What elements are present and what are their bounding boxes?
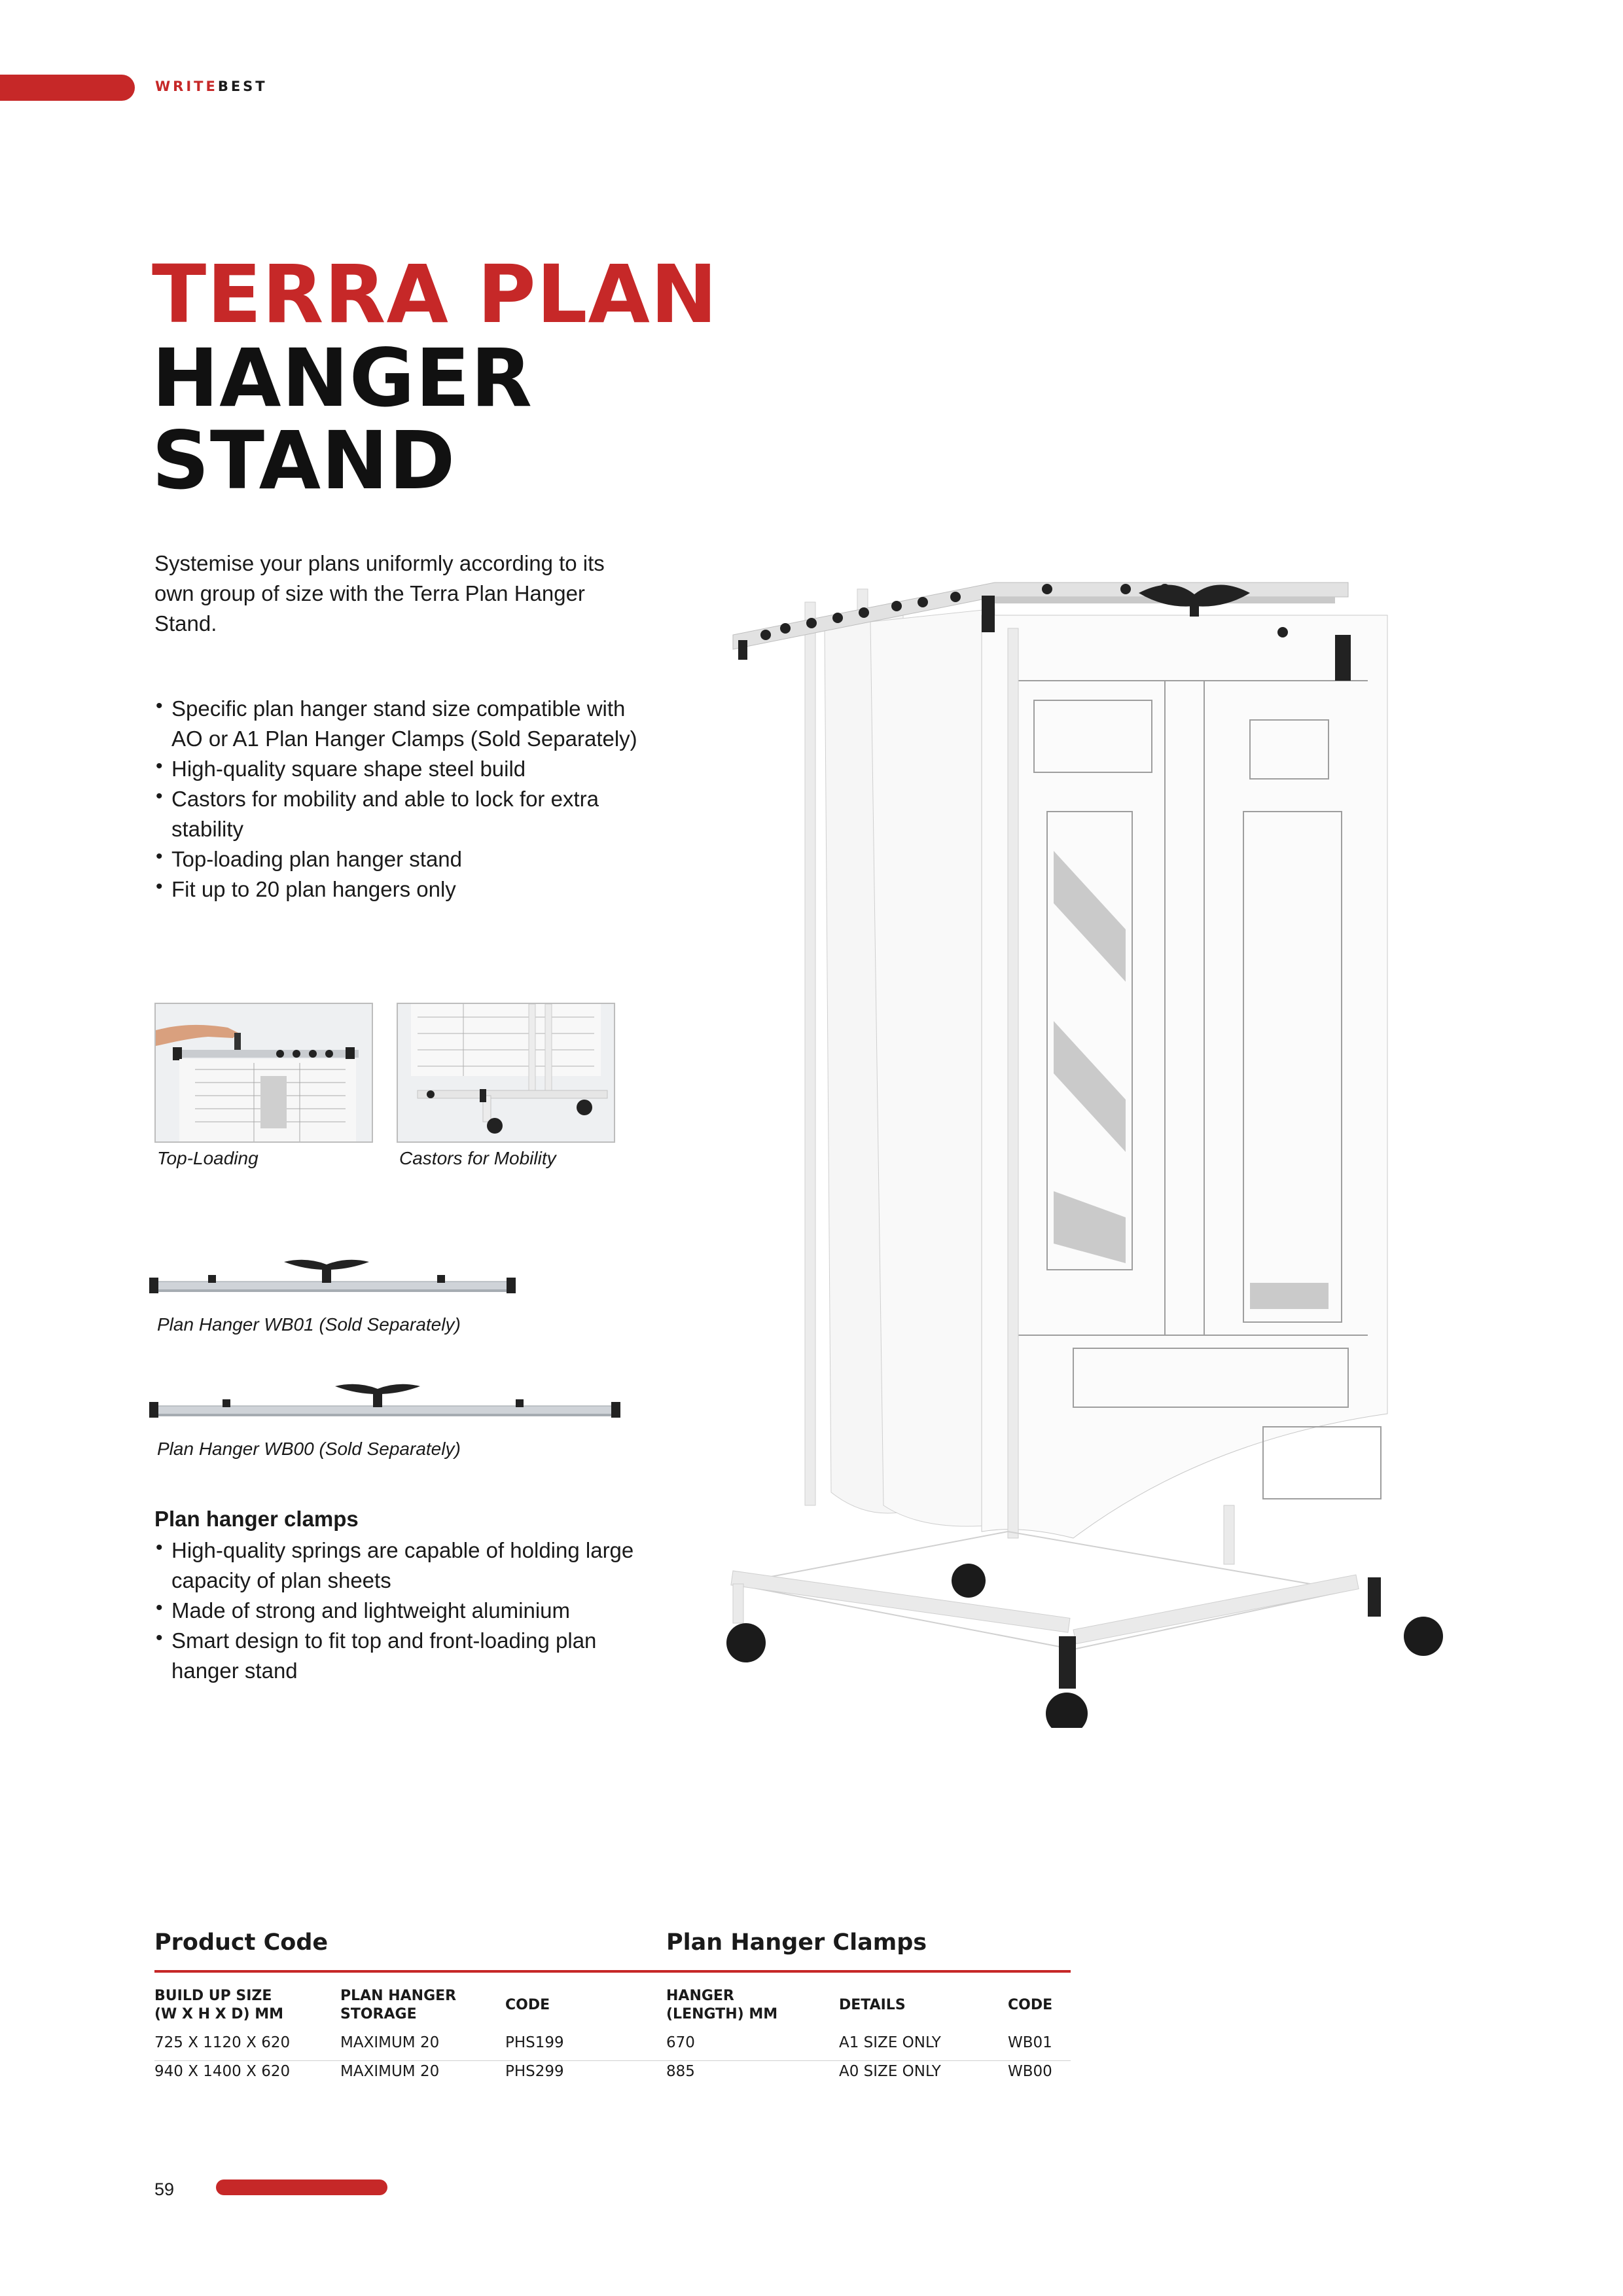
feature-item: • High-quality square shape steel build [154, 754, 652, 784]
header-details: DETAILS [839, 1997, 906, 2013]
caption-hanger-wb00: Plan Hanger WB00 (Sold Separately) [157, 1439, 461, 1459]
plan-hanger-wb01-image [149, 1251, 516, 1304]
feature-item: • Top-loading plan hanger stand [154, 844, 652, 874]
table-cell: WB00 [1008, 2063, 1052, 2080]
caption-top-loading: Top-Loading [157, 1148, 259, 1168]
caption-hanger-wb01: Plan Hanger WB01 (Sold Separately) [157, 1314, 461, 1335]
table-cell: WB01 [1008, 2034, 1052, 2051]
header-build-up-size: BUILD UP SIZE (W X H X D) MM [154, 1988, 284, 2022]
plan-hanger-clamps-heading: Plan Hanger Clamps [666, 1929, 927, 1956]
page-title-line-3: STAND [152, 414, 456, 507]
feature-item: • Specific plan hanger stand size compatible with AO or A1 Plan Hanger Clamps (Sold Separately) [154, 694, 652, 754]
table-cell: A0 SIZE ONLY [839, 2063, 941, 2080]
table-cell: 885 [666, 2063, 695, 2080]
plan-hanger-wb00-image [149, 1376, 620, 1428]
brand-logo: WRITEBEST [155, 79, 268, 94]
table-cell: MAXIMUM 20 [340, 2034, 440, 2051]
table-row-divider [154, 2060, 1071, 2061]
castors-photo [397, 1003, 615, 1143]
page-title-line-1: TERRA PLAN [152, 248, 719, 341]
table-cell: 940 X 1400 X 620 [154, 2063, 291, 2080]
footer-accent-bar [216, 2179, 387, 2195]
page-title-line-2: HANGER [152, 332, 533, 425]
product-code-heading: Product Code [154, 1929, 329, 1956]
feature-item: • Castors for mobility and able to lock for extra stability [154, 784, 652, 844]
caption-castors: Castors for Mobility [399, 1148, 556, 1168]
clamps-feature-item: • Made of strong and lightweight aluminium [154, 1596, 652, 1626]
table-top-rule [154, 1970, 1071, 1973]
plan-hanger-stand-photo [707, 563, 1479, 1728]
intro-paragraph: Systemise your plans uniformly according to its own group of size with the Terra Plan Hanger Stand. [154, 551, 605, 636]
table-cell: A1 SIZE ONLY [839, 2034, 941, 2051]
feature-list [154, 694, 652, 905]
clamps-heading: Plan hanger clamps [154, 1507, 359, 1531]
table-cell: 670 [666, 2034, 695, 2051]
table-cell: PHS299 [505, 2063, 564, 2080]
table-cell: MAXIMUM 20 [340, 2063, 440, 2080]
table-cell: PHS199 [505, 2034, 564, 2051]
header-code-2: CODE [1008, 1997, 1053, 2013]
table-cell: 725 X 1120 X 620 [154, 2034, 291, 2051]
clamps-feature-list [154, 1535, 652, 1686]
header-code: CODE [505, 1997, 550, 2013]
header-storage: PLAN HANGER STORAGE [340, 1988, 457, 2022]
header-accent-bar [0, 75, 135, 101]
clamps-feature-item: • Smart design to fit top and front-loading plan hanger stand [154, 1626, 652, 1686]
clamps-feature-item: • High-quality springs are capable of holding large capacity of plan sheets [154, 1535, 652, 1596]
header-hanger-length: HANGER (LENGTH) MM [666, 1988, 778, 2022]
page-number: 59 [154, 2179, 175, 2199]
top-loading-photo [154, 1003, 373, 1143]
feature-item: • Fit up to 20 plan hangers only [154, 874, 652, 905]
